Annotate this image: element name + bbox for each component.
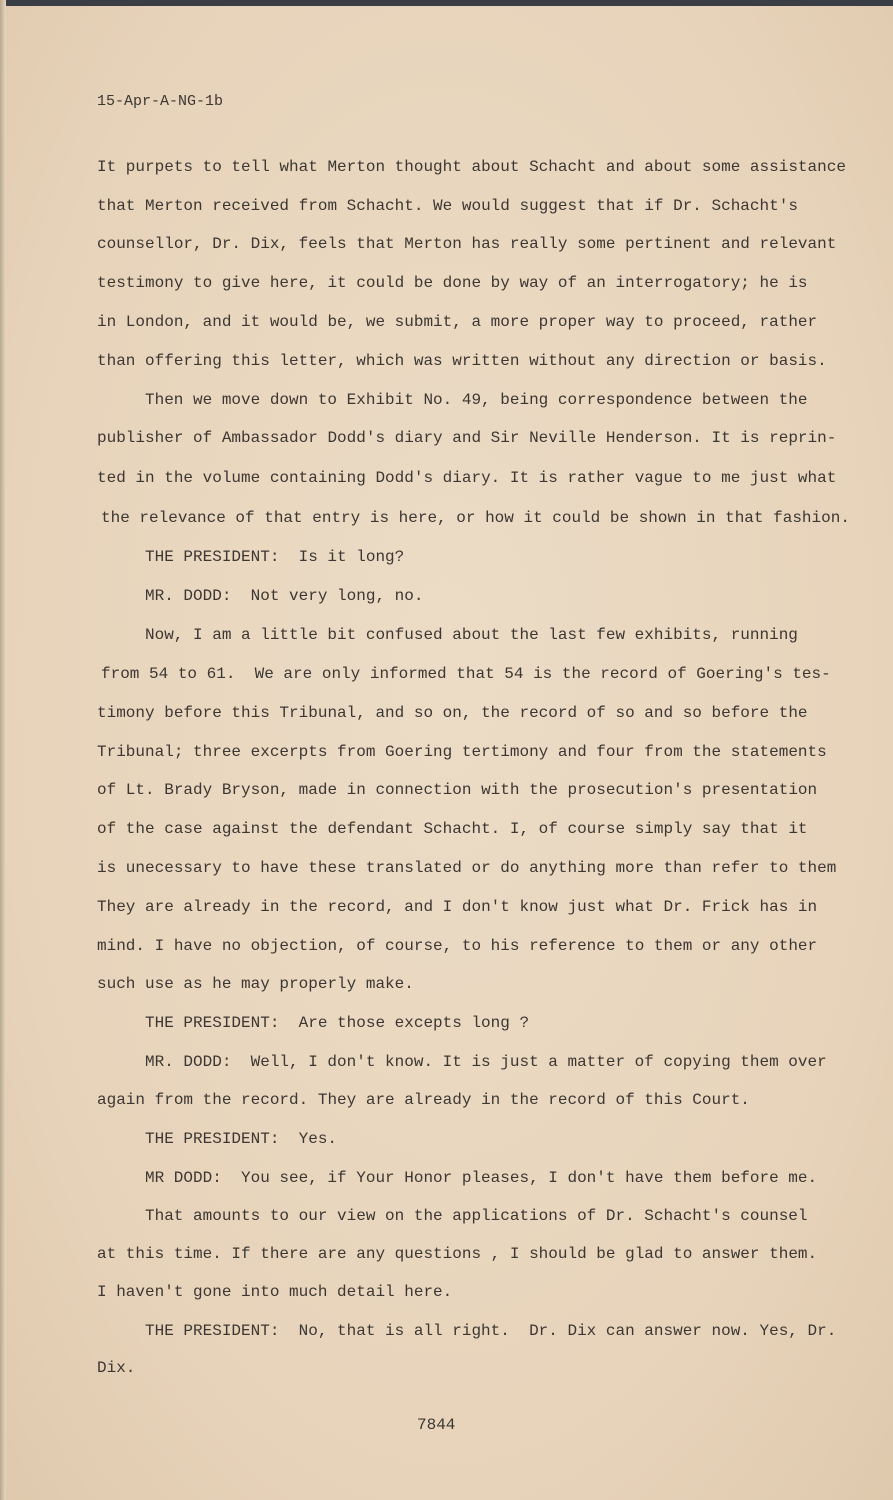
page-number: 7844 [417,1416,456,1434]
document-reference-header: 15-Apr-A-NG-1b [97,93,224,110]
transcript-line: of the case against the defendant Schacht. I, of course simply say that it [97,820,808,838]
transcript-line: Tribunal; three excerpts from Goering tertimony and four from the statements [97,743,827,761]
transcript-line: Now, I am a little bit confused about the last few exhibits, running [145,626,798,644]
transcript-line: in London, and it would be, we submit, a more proper way to proceed, rather [97,313,818,331]
transcript-line: such use as he may properly make. [97,975,414,993]
transcript-line: mind. I have no objection, of course, to his reference to them or any other [97,937,818,955]
transcript-line: Dix. [97,1359,136,1377]
transcript-line: from 54 to 61. We are only informed that 54 is the record of Goering's tes- [101,665,831,683]
transcript-line: THE PRESIDENT: No, that is all right. Dr. Dix can answer now. Yes, Dr. [145,1322,837,1340]
scan-top-border [0,0,893,6]
transcript-line: timony before this Tribunal, and so on, the record of so and so before the [97,704,808,722]
transcript-line: of Lt. Brady Bryson, made in connection with the prosecution's presentation [97,781,818,799]
transcript-line: testimony to give here, it could be done by way of an interrogatory; he is [97,274,808,292]
transcript-line: They are already in the record, and I don't know just what Dr. Frick has in [97,898,818,916]
transcript-line: at this time. If there are any questions , I should be glad to answer them. [97,1245,818,1263]
transcript-line: that Merton received from Schacht. We would suggest that if Dr. Schacht's [97,197,798,215]
transcript-line: MR. DODD: Well, I don't know. It is just a matter of copying them over [145,1053,827,1071]
transcript-line: than offering this letter, which was written without any direction or basis. [97,352,827,370]
transcript-line: is unecessary to have these translated or do anything more than refer to them [97,859,837,877]
document-page [0,6,893,1500]
transcript-line: It purpets to tell what Merton thought about Schacht and about some assistance [97,158,846,176]
transcript-line: MR DODD: You see, if Your Honor pleases, I don't have them before me. [145,1169,818,1187]
transcript-line: the relevance of that entry is here, or how it could be shown in that fashion. [101,509,850,527]
transcript-line: Then we move down to Exhibit No. 49, being correspondence between the [145,391,808,409]
transcript-line: counsellor, Dr. Dix, feels that Merton has really some pertinent and relevant [97,235,837,253]
transcript-line: THE PRESIDENT: Are those excepts long ? [145,1014,530,1032]
scan-left-edge [0,0,6,1500]
transcript-line: ted in the volume containing Dodd's diary. It is rather vague to me just what [97,469,837,487]
transcript-line: MR. DODD: Not very long, no. [145,587,424,605]
transcript-line: THE PRESIDENT: Yes. [145,1130,338,1148]
transcript-line: THE PRESIDENT: Is it long? [145,548,405,566]
transcript-line: I haven't gone into much detail here. [97,1283,453,1301]
transcript-line: That amounts to our view on the applications of Dr. Schacht's counsel [145,1207,808,1225]
transcript-line: again from the record. They are already in the record of this Court. [97,1091,750,1109]
transcript-line: publisher of Ambassador Dodd's diary and Sir Neville Henderson. It is reprin- [97,429,837,447]
